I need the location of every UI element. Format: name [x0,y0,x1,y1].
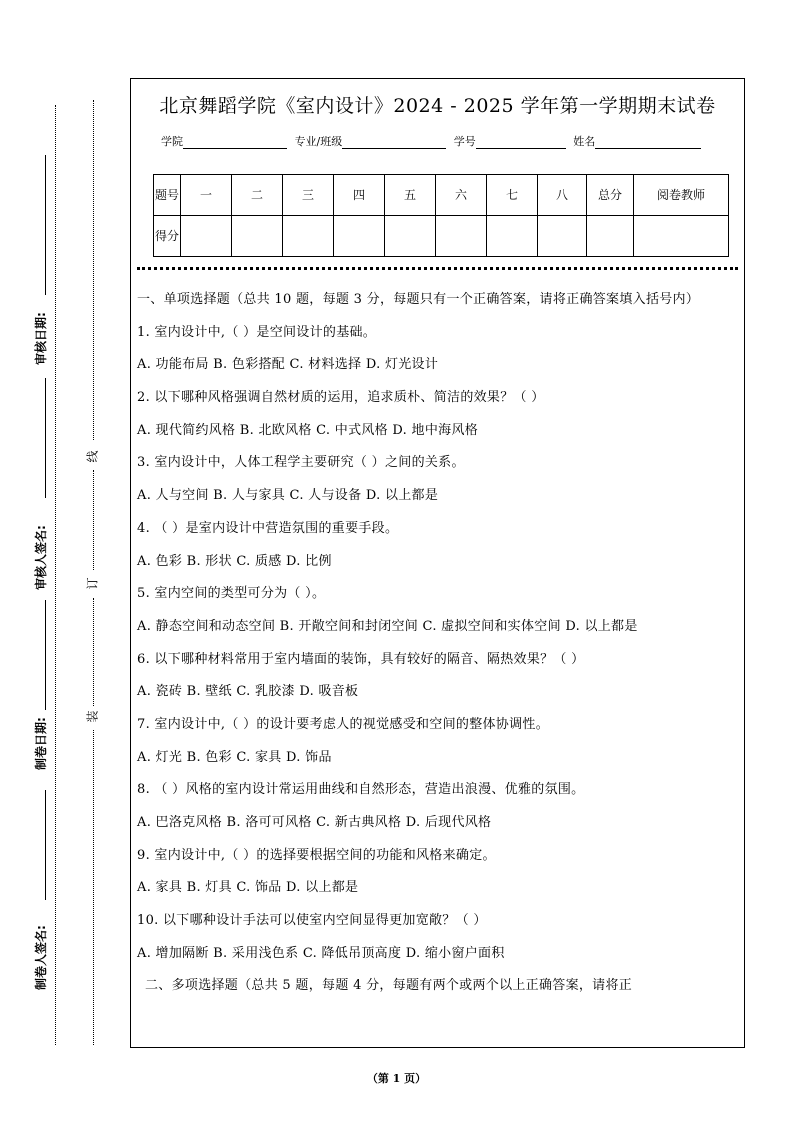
outer-dotted-line [55,105,56,1045]
bind-ding-char: 订 [85,577,100,590]
name-field[interactable] [595,135,701,149]
score-cell[interactable] [538,216,587,257]
major-class-label: 专业/班级 [294,135,343,148]
header-cell-3: 三 [283,175,334,216]
binding-dotted-line-mid2 [93,598,94,706]
question-5: 5. 室内空间的类型可分为（ ）。 [137,586,326,602]
header-cell-7: 七 [487,175,538,216]
reviewer-sign-line [45,378,46,498]
score-label-cell: 得分 [154,216,181,257]
score-table-header-row [154,175,729,216]
score-cell-grader[interactable] [634,216,729,257]
header-cell-grader: 阅卷教师 [634,175,729,216]
bind-line-char: 线 [85,450,100,463]
header-cell-1: 一 [181,175,232,216]
binding-dotted-line-top [93,100,94,440]
name-label: 姓名 [573,135,596,148]
question-10-options: A. 增加隔断 B. 采用浅色系 C. 降低吊顶高度 D. 缩小窗户面积 [137,945,505,961]
question-8: 8. （ ）风格的室内设计常运用曲线和自然形态，营造出浪漫、优雅的氛围。 [137,782,585,798]
question-9-options: A. 家具 B. 灯具 C. 饰品 D. 以上都是 [137,880,359,896]
review-date-label: 审核日期: [34,312,48,365]
dotted-separator [137,267,738,270]
question-3: 3. 室内设计中，人体工程学主要研究（ ）之间的关系。 [137,455,465,471]
question-5-options: A. 静态空间和动态空间 B. 开敞空间和封闭空间 C. 虚拟空间和实体空间 D. 以上都是 [137,618,638,634]
page-number: （第 1 页） [366,1072,427,1085]
question-4-options: A. 色彩 B. 形状 C. 质感 D. 比例 [137,553,332,569]
score-cell[interactable] [487,216,538,257]
maker-sign-line [45,790,46,900]
header-cell-4: 四 [334,175,385,216]
maker-sign-label: 制卷人签名: [34,925,48,990]
score-cell[interactable] [283,216,334,257]
question-2: 2. 以下哪种风格强调自然材质的运用，追求质朴、简洁的效果？（ ） [137,390,545,406]
question-8-options: A. 巴洛克风格 B. 洛可可风格 C. 新古典风格 D. 后现代风格 [137,815,492,830]
review-date-line [45,155,46,295]
exam-content [137,289,738,1008]
question-4: 4. （ ）是室内设计中营造氛围的重要手段。 [137,520,399,536]
question-6: 6. 以下哪种材料常用于室内墙面的装饰，具有较好的隔音、隔热效果？（ ） [137,651,585,667]
bind-zhuang-char: 装 [85,710,100,723]
student-info-row [161,133,705,149]
college-field[interactable] [183,135,287,149]
question-2-options: A. 现代简约风格 B. 北欧风格 C. 中式风格 D. 地中海风格 [137,422,479,438]
score-cell-total[interactable] [587,216,634,257]
student-id-field[interactable] [476,135,566,149]
question-1: 1. 室内设计中,（ ）是空间设计的基础。 [137,324,377,340]
score-cell[interactable] [385,216,436,257]
header-cell-2: 二 [232,175,283,216]
question-1-options: A. 功能布局 B. 色彩搭配 C. 材料选择 D. 灯光设计 [137,357,439,373]
header-cell-total: 总分 [587,175,634,216]
score-cell[interactable] [232,216,283,257]
section-2-heading: 二、多项选择题（总共 5 题，每题 4 分，每题有两个或两个以上正确答案，请将正 [145,978,633,994]
header-cell-8: 八 [538,175,587,216]
reviewer-sign-label: 审核人签名: [34,525,48,590]
question-6-options: A. 瓷砖 B. 壁纸 C. 乳胶漆 D. 吸音板 [137,684,359,700]
question-10: 10. 以下哪种设计手法可以使室内空间显得更加宽敞？（ ） [137,913,487,929]
binding-dotted-line-mid1 [93,470,94,570]
section-1-heading: 一、单项选择题（总共 10 题，每题 3 分，每题只有一个正确答案，请将正确答案填入括号内） [137,292,700,307]
exam-title: 北京舞蹈学院《室内设计》2024 - 2025 学年第一学期期末试卷 [159,95,716,117]
major-class-field[interactable] [342,135,446,149]
make-date-line [45,600,46,710]
question-9: 9. 室内设计中,（ ）的选择要根据空间的功能和风格来确定。 [137,847,496,863]
header-cell-6: 六 [436,175,487,216]
binding-dotted-line-bottom [93,730,94,1045]
score-table [153,174,729,257]
score-cell[interactable] [334,216,385,257]
score-cell[interactable] [436,216,487,257]
student-id-label: 学号 [453,135,476,148]
score-cell[interactable] [181,216,232,257]
question-7-options: A. 灯光 B. 色彩 C. 家具 D. 饰品 [137,749,332,765]
college-label: 学院 [161,135,183,148]
header-cell-tihao: 题号 [154,175,181,216]
question-7: 7. 室内设计中,（ ）的设计要考虑人的视觉感受和空间的整体协调性。 [137,716,550,732]
question-3-options: A. 人与空间 B. 人与家具 C. 人与设备 D. 以上都是 [137,488,439,504]
exam-frame [130,78,745,1048]
score-table-score-row [154,216,729,257]
make-date-label: 制卷日期: [34,717,48,770]
header-cell-5: 五 [385,175,436,216]
